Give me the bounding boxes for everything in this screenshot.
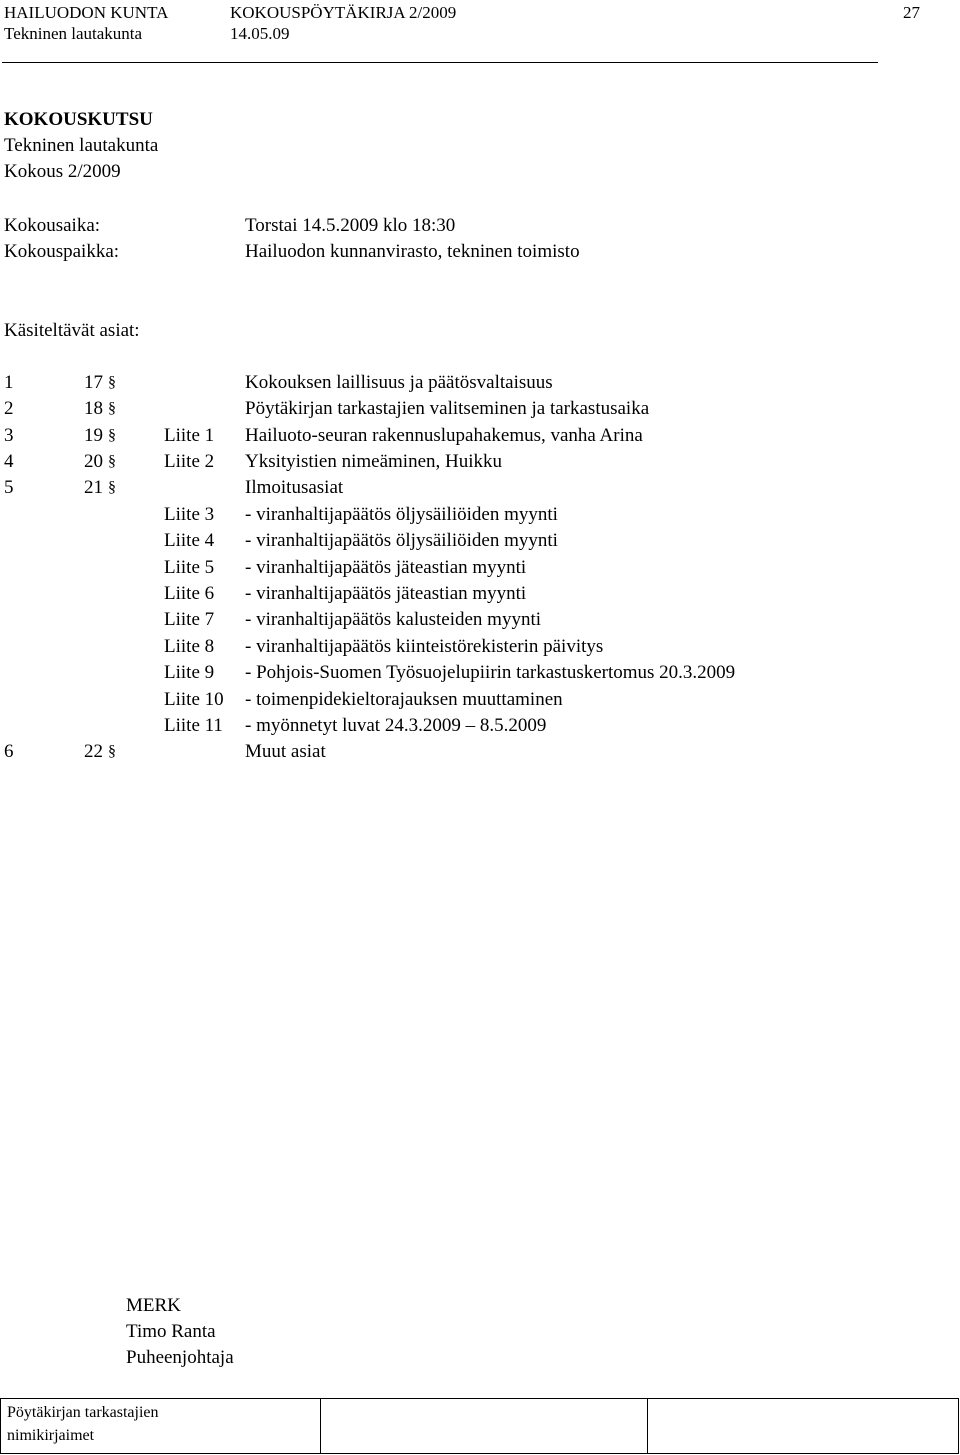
agenda-item-section: 20	[84, 451, 103, 472]
footer-initials-table	[0, 1398, 959, 1454]
notice-attachment: Liite 9	[164, 662, 215, 683]
agenda-item-section: 22	[84, 741, 103, 762]
invitation-title: KOKOUSKUTSU	[4, 109, 153, 130]
meeting-place-value: Hailuodon kunnanvirasto, tekninen toimisto	[245, 241, 580, 262]
footer-label-cell	[1, 1399, 321, 1454]
notice-attachment: Liite 11	[164, 715, 223, 736]
signature-name: Timo Ranta	[126, 1321, 216, 1342]
meeting-time-value: Torstai 14.5.2009 klo 18:30	[245, 215, 456, 236]
notice-attachment: Liite 7	[164, 609, 215, 630]
invitation-meeting: Kokous 2/2009	[4, 161, 121, 182]
notice-attachment: Liite 5	[164, 557, 215, 578]
paragraph-sign-icon: §	[108, 400, 116, 417]
notice-text: - viranhaltijapäätös öljysäiliöiden myynti	[245, 530, 558, 551]
agenda-item-title: Pöytäkirjan tarkastajien valitseminen ja tarkastusaika	[245, 398, 650, 419]
agenda-item-number: 4	[4, 451, 14, 472]
notice-text: - viranhaltijapäätös jäteastian myynti	[245, 557, 527, 578]
notice-text: - myönnetyt luvat 24.3.2009 – 8.5.2009	[245, 715, 547, 736]
agenda-item-number: 5	[4, 477, 14, 498]
agenda-item-title: Muut asiat	[245, 741, 326, 762]
paragraph-sign-icon: §	[108, 743, 116, 760]
agenda-item-title: Ilmoitusasiat	[245, 477, 344, 498]
footer-initials-cell	[648, 1399, 959, 1454]
notice-attachment: Liite 10	[164, 689, 224, 710]
agenda-item-number: 2	[4, 398, 14, 419]
agenda-item-title: Hailuoto-seuran rakennuslupahakemus, vanha Arina	[245, 425, 643, 446]
notice-text: - viranhaltijapäätös kiinteistörekisterin päivitys	[245, 636, 604, 657]
header-divider	[2, 62, 878, 63]
header-municipality: HAILUODON KUNTA	[4, 3, 169, 22]
agenda-item-number: 1	[4, 372, 14, 393]
agenda-item-section: 17	[84, 372, 103, 393]
invitation-board: Tekninen lautakunta	[4, 135, 159, 156]
notice-attachment: Liite 4	[164, 530, 215, 551]
paragraph-sign-icon: §	[108, 427, 116, 444]
header-date: 14.05.09	[230, 24, 290, 43]
meeting-time-label: Kokousaika:	[4, 215, 101, 236]
agenda-item-number: 3	[4, 425, 14, 446]
footer-label-line1: Pöytäkirjan tarkastajien	[7, 1404, 159, 1421]
agenda-heading: Käsiteltävät asiat:	[4, 320, 140, 341]
header-document-title: KOKOUSPÖYTÄKIRJA 2/2009	[230, 3, 457, 22]
notice-text: - viranhaltijapäätös jäteastian myynti	[245, 583, 527, 604]
agenda-item-number: 6	[4, 741, 14, 762]
footer-label-line2: nimikirjaimet	[7, 1427, 95, 1444]
agenda-item-title: Kokouksen laillisuus ja päätösvaltaisuus	[245, 372, 553, 393]
notice-text: - viranhaltijapäätös kalusteiden myynti	[245, 609, 542, 630]
paragraph-sign-icon: §	[108, 479, 116, 496]
header-page-number: 27	[903, 3, 920, 22]
footer-initials-cell	[321, 1399, 648, 1454]
signature-marker: MERK	[126, 1295, 181, 1316]
agenda-item-section: 21	[84, 477, 103, 498]
agenda-item-attachment: Liite 1	[164, 425, 215, 446]
notice-attachment: Liite 8	[164, 636, 215, 657]
notice-text: - toimenpidekieltorajauksen muuttaminen	[245, 689, 563, 710]
meeting-place-label: Kokouspaikka:	[4, 241, 120, 262]
paragraph-sign-icon: §	[108, 374, 116, 391]
agenda-item-section: 18	[84, 398, 103, 419]
agenda-item-section: 19	[84, 425, 103, 446]
header-board: Tekninen lautakunta	[4, 24, 143, 43]
notice-text: - viranhaltijapäätös öljysäiliöiden myynti	[245, 504, 558, 525]
notice-attachment: Liite 6	[164, 583, 215, 604]
agenda-item-title: Yksityistien nimeäminen, Huikku	[245, 451, 503, 472]
signature-role: Puheenjohtaja	[126, 1347, 234, 1368]
notice-text: - Pohjois-Suomen Työsuojelupiirin tarkastuskertomus 20.3.2009	[245, 662, 736, 683]
notice-attachment: Liite 3	[164, 504, 215, 525]
paragraph-sign-icon: §	[108, 453, 116, 470]
agenda-item-attachment: Liite 2	[164, 451, 215, 472]
